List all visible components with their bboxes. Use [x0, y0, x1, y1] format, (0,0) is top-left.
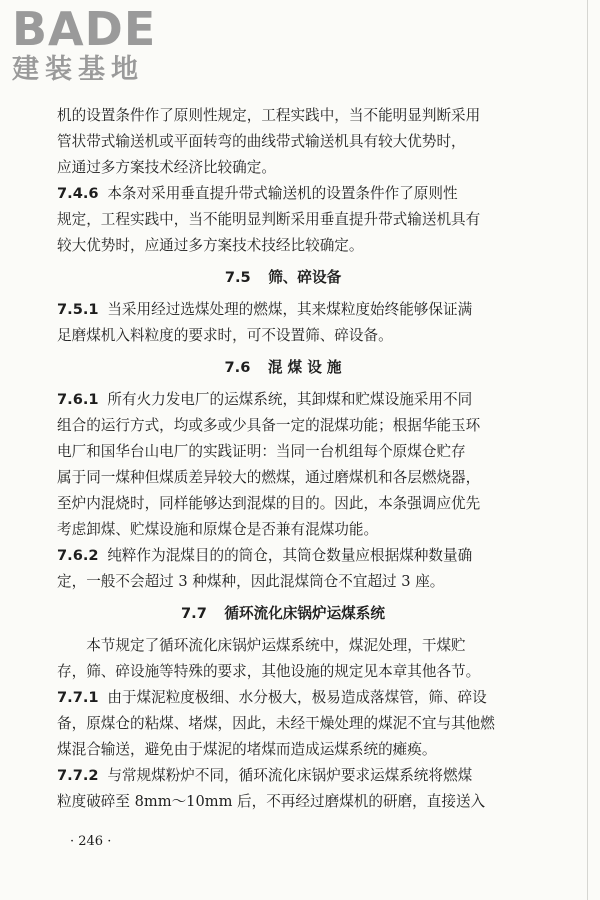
text-line: 属于同一煤种但煤质差异较大的燃煤，通过磨煤机和各层燃烧器，	[57, 469, 481, 486]
text-line: 定，一般不会超过 3 种煤种，因此混煤筒仓不宜超过 3 座。	[57, 573, 445, 590]
text-line: 粒度破碎至 8mm～10mm 后，不再经过磨煤机的研磨，直接送入	[57, 793, 486, 810]
text-line: 管状带式输送机或平面转弯的曲线带式输送机具有较大优势时，	[57, 133, 466, 150]
text-line: 至炉内混烧时，同样能够达到混煤的目的。因此，本条强调应优先	[57, 495, 481, 512]
text-line: 组合的运行方式，均或多或少具备一定的混煤功能；根据华能玉环	[57, 417, 481, 434]
clause-number: 7.7.2	[57, 767, 99, 784]
clause-number: 7.4.6	[57, 185, 99, 202]
logo-wordmark: BADE	[12, 2, 157, 56]
text-line: 与常规煤粉炉不同，循环流化床锅炉要求运煤系统将燃煤	[107, 767, 473, 784]
text-line: 纯粹作为混煤目的的筒仓，其筒仓数量应根据煤种数量确	[107, 547, 473, 564]
text-line: 存，筛、碎设施等特殊的要求，其他设施的规定见本章其他各节。	[57, 663, 481, 680]
text-line: 应通过多方案技术经济比较确定。	[57, 159, 276, 176]
section-number: 7.6	[224, 359, 251, 376]
section-title: 混 煤 设 施	[267, 359, 342, 376]
logo	[12, 4, 156, 86]
text-line: 本条对采用垂直提升带式输送机的设置条件作了原则性	[107, 185, 458, 202]
section-number: 7.7	[181, 605, 207, 622]
text-line: 所有火力发电厂的运煤系统，其卸煤和贮煤设施采用不同	[107, 391, 473, 408]
text-line: 电厂和国华台山电厂的实践证明：当同一台机组每个原煤仓贮存	[57, 443, 466, 460]
clause-number: 7.5.1	[57, 301, 99, 318]
clause-number: 7.6.1	[57, 391, 99, 408]
clause-number: 7.7.1	[57, 689, 99, 706]
text-line: 煤混合输送，避免由于煤泥的堵煤而造成运煤系统的瘫痪。	[57, 741, 437, 758]
clause-number: 7.6.2	[57, 547, 99, 564]
page-body	[57, 103, 509, 815]
text-line: 考虑卸煤、贮煤设施和原煤仓是否兼有混煤功能。	[57, 521, 379, 538]
clause-7-7-1	[57, 685, 509, 711]
section-number: 7.5	[224, 269, 251, 286]
section-heading-7-6	[57, 353, 509, 383]
clause-7-6-2	[57, 543, 509, 569]
logo-subtitle: 建装基地	[12, 54, 144, 85]
text-line: 规定，工程实践中，当不能明显判断采用垂直提升带式输送机具有	[57, 211, 481, 228]
text-line: 本节规定了循环流化床锅炉运煤系统中，煤泥处理，干煤贮	[86, 637, 466, 654]
text-line: 足磨煤机入料粒度的要求时，可不设置筛、碎设备。	[57, 327, 393, 344]
clause-7-7-2	[57, 763, 509, 789]
section-title: 筛、碎设备	[268, 269, 342, 286]
section-title: 循环流化床锅炉运煤系统	[224, 605, 385, 622]
clause-7-5-1	[57, 297, 509, 323]
section-heading-7-5	[57, 263, 509, 293]
text-line: 备，原煤仓的粘煤、堵煤，因此，未经干燥处理的煤泥不宜与其他燃	[57, 715, 495, 732]
clause-7-4-6	[57, 181, 509, 207]
page-edge-line	[587, 0, 588, 900]
text-line: 当采用经过选煤处理的燃煤，其来煤粒度始终能够保证满	[107, 301, 473, 318]
text-line: 较大优势时，应通过多方案技术技经比较确定。	[57, 237, 364, 254]
section-heading-7-7	[57, 599, 509, 629]
clause-7-6-1	[57, 387, 509, 413]
text-line: 机的设置条件作了原则性规定，工程实践中，当不能明显判断采用	[57, 107, 481, 124]
page-number: · 246 ·	[70, 834, 112, 849]
text-line: 由于煤泥粒度极细、水分极大，极易造成落煤管，筛、碎设	[107, 689, 487, 706]
